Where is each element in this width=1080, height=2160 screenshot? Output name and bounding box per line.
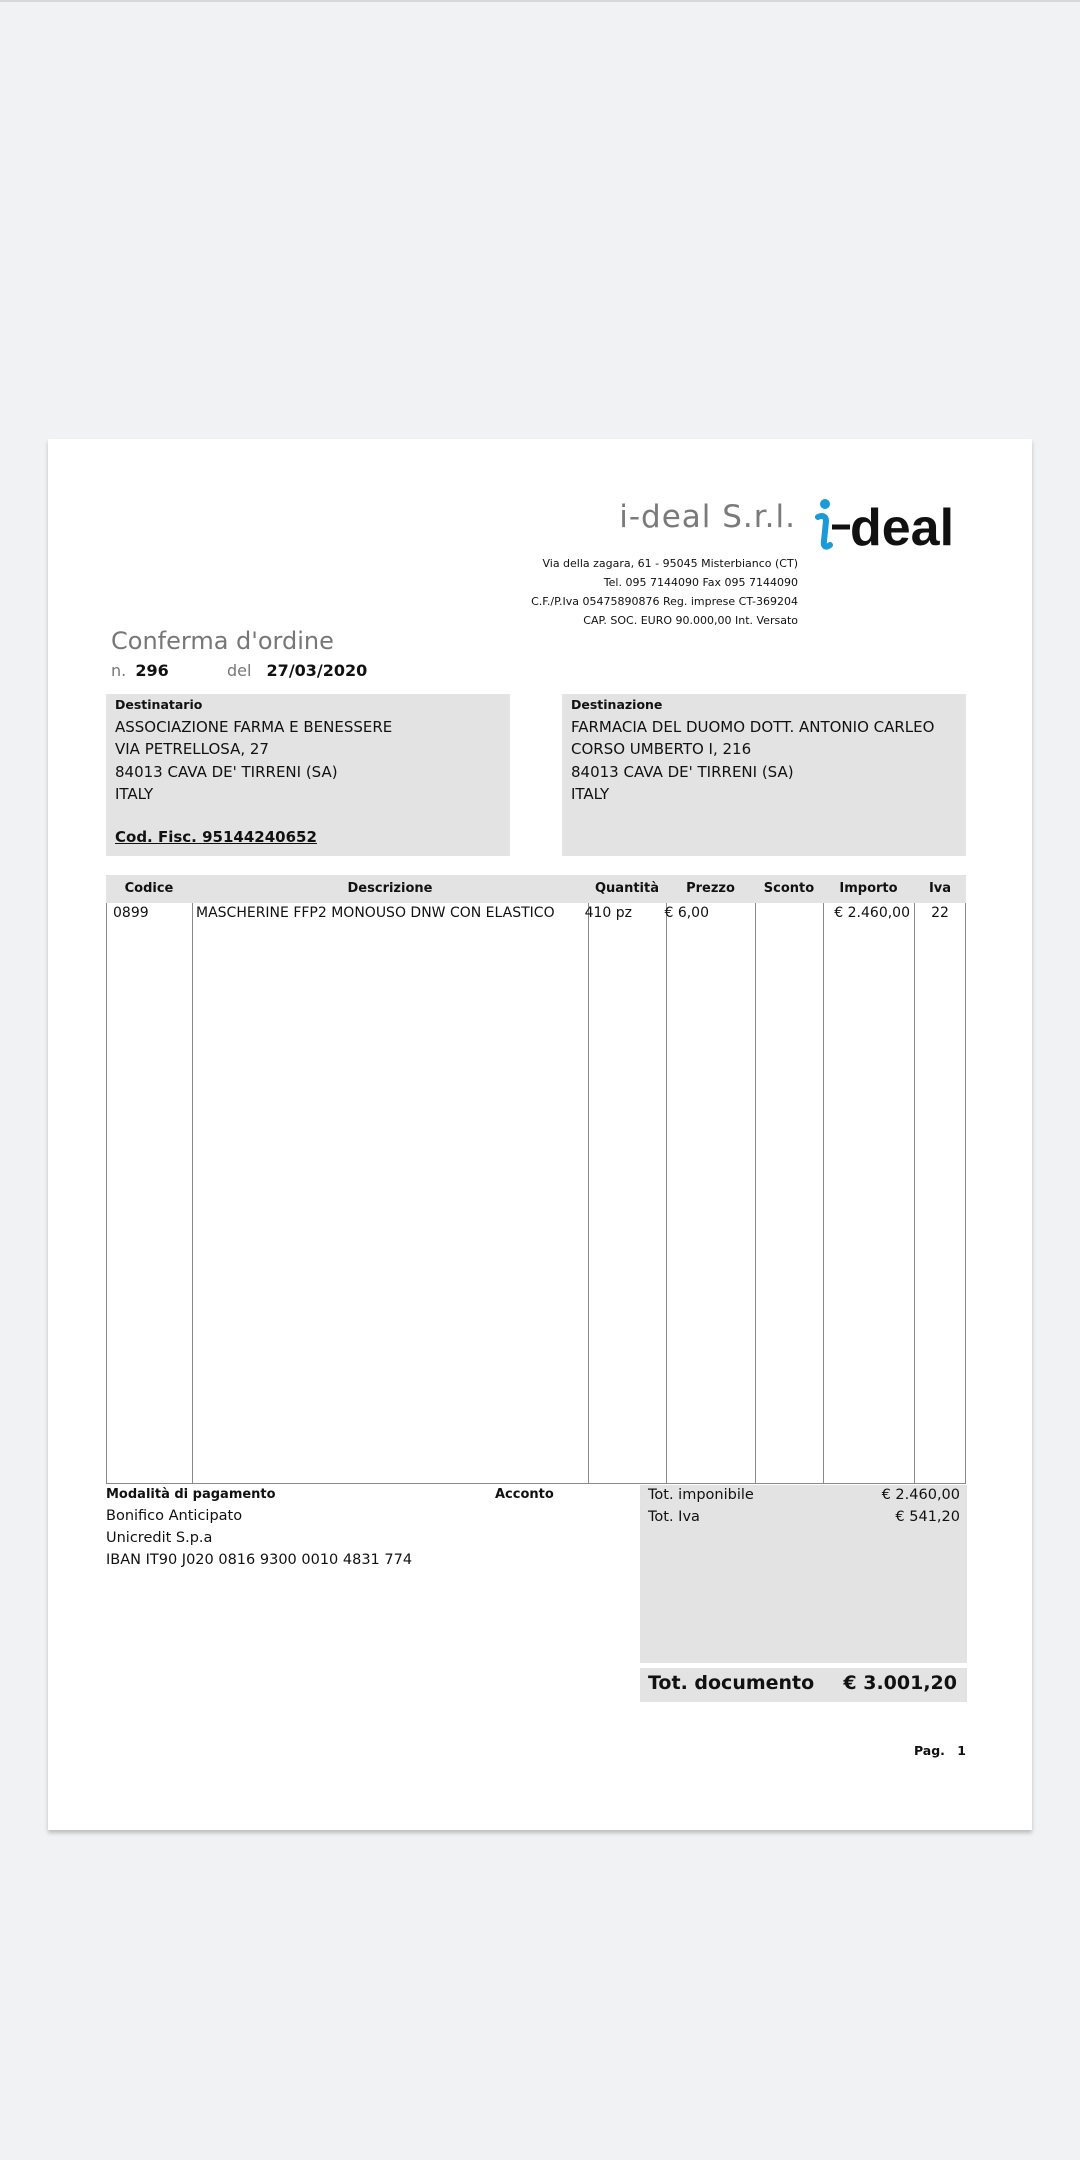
recipient-street: VIA PETRELLOSA, 27 — [115, 740, 269, 758]
items-table-body — [106, 903, 966, 1484]
recipient-country: ITALY — [115, 785, 154, 803]
header-vat: Iva — [928, 881, 952, 896]
recipient-city: 84013 CAVA DE' TIRRENI (SA) — [115, 763, 338, 781]
company-phone-line: Tel. 095 7144090 Fax 095 7144090 — [603, 576, 798, 589]
document-page — [48, 439, 1032, 1830]
row-vat: 22 — [931, 905, 949, 921]
destination-country: ITALY — [571, 785, 610, 803]
row-quantity: 410 pz — [584, 905, 632, 921]
items-table-header — [106, 875, 966, 903]
destination-name: FARMACIA DEL DUOMO DOTT. ANTONIO CARLEO — [571, 718, 935, 736]
document-total-box — [640, 1668, 967, 1702]
header-code: Codice — [124, 881, 174, 896]
document-total-value: € 3.001,20 — [843, 1672, 957, 1694]
top-border — [0, 0, 1080, 2]
destination-street: CORSO UMBERTO I, 216 — [571, 740, 752, 758]
number-label: n. — [111, 661, 127, 680]
company-name: i-deal S.r.l. — [619, 499, 796, 535]
document-total-label: Tot. documento — [648, 1672, 815, 1694]
column-divider — [666, 903, 667, 1483]
page-value: 1 — [957, 1743, 966, 1758]
taxable-row — [648, 1487, 960, 1503]
vat-label: Tot. Iva — [648, 1509, 700, 1525]
date-label: del — [227, 661, 252, 680]
row-code: 0899 — [113, 905, 149, 921]
page-label: Pag. — [913, 1743, 945, 1758]
payment-iban: IBAN IT90 J020 0816 9300 0010 4831 774 — [106, 1552, 413, 1568]
header-quantity: Quantità — [595, 881, 659, 896]
payment-bank: Unicredit S.p.a — [106, 1530, 213, 1546]
page-number — [914, 1743, 966, 1758]
number-value: 296 — [135, 661, 169, 680]
company-vat-line: C.F./P.Iva 05475890876 Reg. imprese CT-369204 — [531, 595, 798, 608]
date-value: 27/03/2020 — [266, 661, 368, 680]
recipient-box — [106, 694, 510, 856]
destination-title: Destinazione — [571, 697, 663, 712]
company-address-line: Via della zagara, 61 - 95045 Misterbianco (CT) — [542, 557, 798, 570]
document-number — [111, 661, 169, 680]
row-amount: € 2.460,00 — [834, 905, 910, 921]
taxable-value: € 2.460,00 — [881, 1487, 960, 1503]
payment-label: Modalità di pagamento — [106, 1487, 276, 1502]
company-logo — [814, 491, 974, 555]
document-date — [227, 661, 367, 680]
vat-value: € 541,20 — [895, 1509, 960, 1525]
totals-box — [640, 1485, 967, 1663]
recipient-tax-code: Cod. Fisc. 95144240652 — [115, 828, 317, 846]
svg-text:deal: deal — [850, 499, 955, 555]
advance-label: Acconto — [495, 1487, 554, 1502]
recipient-name: ASSOCIAZIONE FARMA E BENESSERE — [115, 718, 393, 736]
document-title: Conferma d'ordine — [111, 627, 334, 655]
header-price: Prezzo — [686, 881, 735, 896]
destination-city: 84013 CAVA DE' TIRRENI (SA) — [571, 763, 794, 781]
column-divider — [823, 903, 824, 1483]
payment-method: Bonifico Anticipato — [106, 1508, 243, 1524]
column-divider — [755, 903, 756, 1483]
destination-box — [562, 694, 966, 856]
vat-row — [648, 1509, 960, 1525]
column-divider — [192, 903, 193, 1483]
header-description: Descrizione — [347, 881, 433, 896]
taxable-label: Tot. imponibile — [648, 1487, 754, 1503]
row-price: € 6,00 — [664, 905, 709, 921]
header-discount: Sconto — [763, 881, 815, 896]
header-amount: Importo — [839, 881, 898, 896]
row-description: MASCHERINE FFP2 MONOUSO DNW CON ELASTICO — [196, 905, 555, 921]
recipient-title: Destinatario — [115, 697, 203, 712]
column-divider — [588, 903, 589, 1483]
company-capital-line: CAP. SOC. EURO 90.000,00 Int. Versato — [583, 614, 798, 627]
column-divider — [914, 903, 915, 1483]
